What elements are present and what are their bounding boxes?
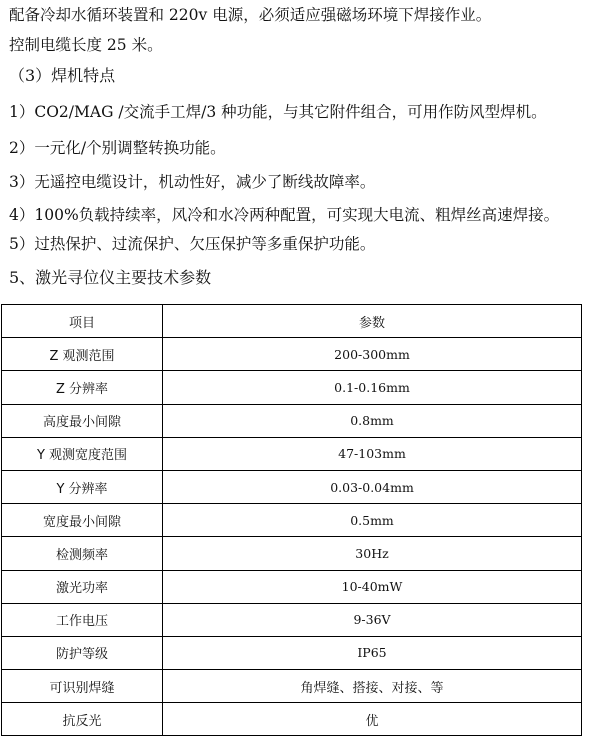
item-cell: 检测频率: [2, 537, 163, 570]
item-cell: 抗反光: [2, 703, 163, 736]
item-cell: 防护等级: [2, 636, 163, 669]
table-row: [2, 670, 582, 703]
value-cell: 9-36V: [163, 603, 582, 636]
table-row: [2, 504, 582, 537]
intro-line-2: 控制电缆长度 25 米。: [9, 36, 163, 54]
value-cell: 0.8mm: [163, 404, 582, 437]
table-row: [2, 437, 582, 470]
table-header-row: [2, 305, 582, 338]
item-cell: 高度最小间隙: [2, 404, 163, 437]
section-laser-title: 5、激光寻位仪主要技术参数: [9, 268, 212, 287]
value-cell: 0.5mm: [163, 504, 582, 537]
item-cell: Z 分辨率: [2, 371, 163, 404]
value-cell: 0.03-0.04mm: [163, 470, 582, 503]
table-row: [2, 636, 582, 669]
laser-params-table: [1, 304, 582, 736]
intro-line-1: 配备冷却水循环装置和 220v 电源，必须适应强磁场环境下焊接作业。: [9, 6, 492, 24]
value-cell: 200-300mm: [163, 338, 582, 371]
welder-feature-4: 4）100%负载持续率，风冷和水冷两种配置，可实现大电流、粗焊丝高速焊接。: [9, 206, 560, 224]
header-param: 参数: [163, 305, 582, 338]
value-cell: 0.1-0.16mm: [163, 371, 582, 404]
value-cell: 47-103mm: [163, 437, 582, 470]
item-cell: 可识别焊缝: [2, 670, 163, 703]
welder-feature-1: 1）CO2/MAG /交流手工焊/3 种功能，与其它附件组合，可用作防风型焊机。: [9, 103, 547, 121]
welder-feature-2: 2）一元化/个别调整转换功能。: [9, 139, 226, 157]
value-cell: IP65: [163, 636, 582, 669]
value-cell: 30Hz: [163, 537, 582, 570]
item-cell: Y 分辨率: [2, 470, 163, 503]
table-row: [2, 371, 582, 404]
value-cell: 10-40mW: [163, 570, 582, 603]
table-row: [2, 338, 582, 371]
item-cell: Y 观测宽度范围: [2, 437, 163, 470]
value-cell: 优: [163, 703, 582, 736]
table-row: [2, 537, 582, 570]
item-cell: 宽度最小间隙: [2, 504, 163, 537]
item-cell: 工作电压: [2, 603, 163, 636]
table-row: [2, 570, 582, 603]
header-item: 项目: [2, 305, 163, 338]
table-row: [2, 703, 582, 736]
section-welder-title: （3）焊机特点: [9, 66, 116, 85]
table-row: [2, 470, 582, 503]
welder-feature-3: 3）无遥控电缆设计，机动性好，减少了断线故障率。: [9, 173, 376, 191]
item-cell: Z 观测范围: [2, 338, 163, 371]
value-cell: 角焊缝、搭接、对接、等: [163, 670, 582, 703]
table-row: [2, 603, 582, 636]
welder-feature-5: 5）过热保护、过流保护、欠压保护等多重保护功能。: [9, 235, 376, 253]
item-cell: 激光功率: [2, 570, 163, 603]
table-row: [2, 404, 582, 437]
